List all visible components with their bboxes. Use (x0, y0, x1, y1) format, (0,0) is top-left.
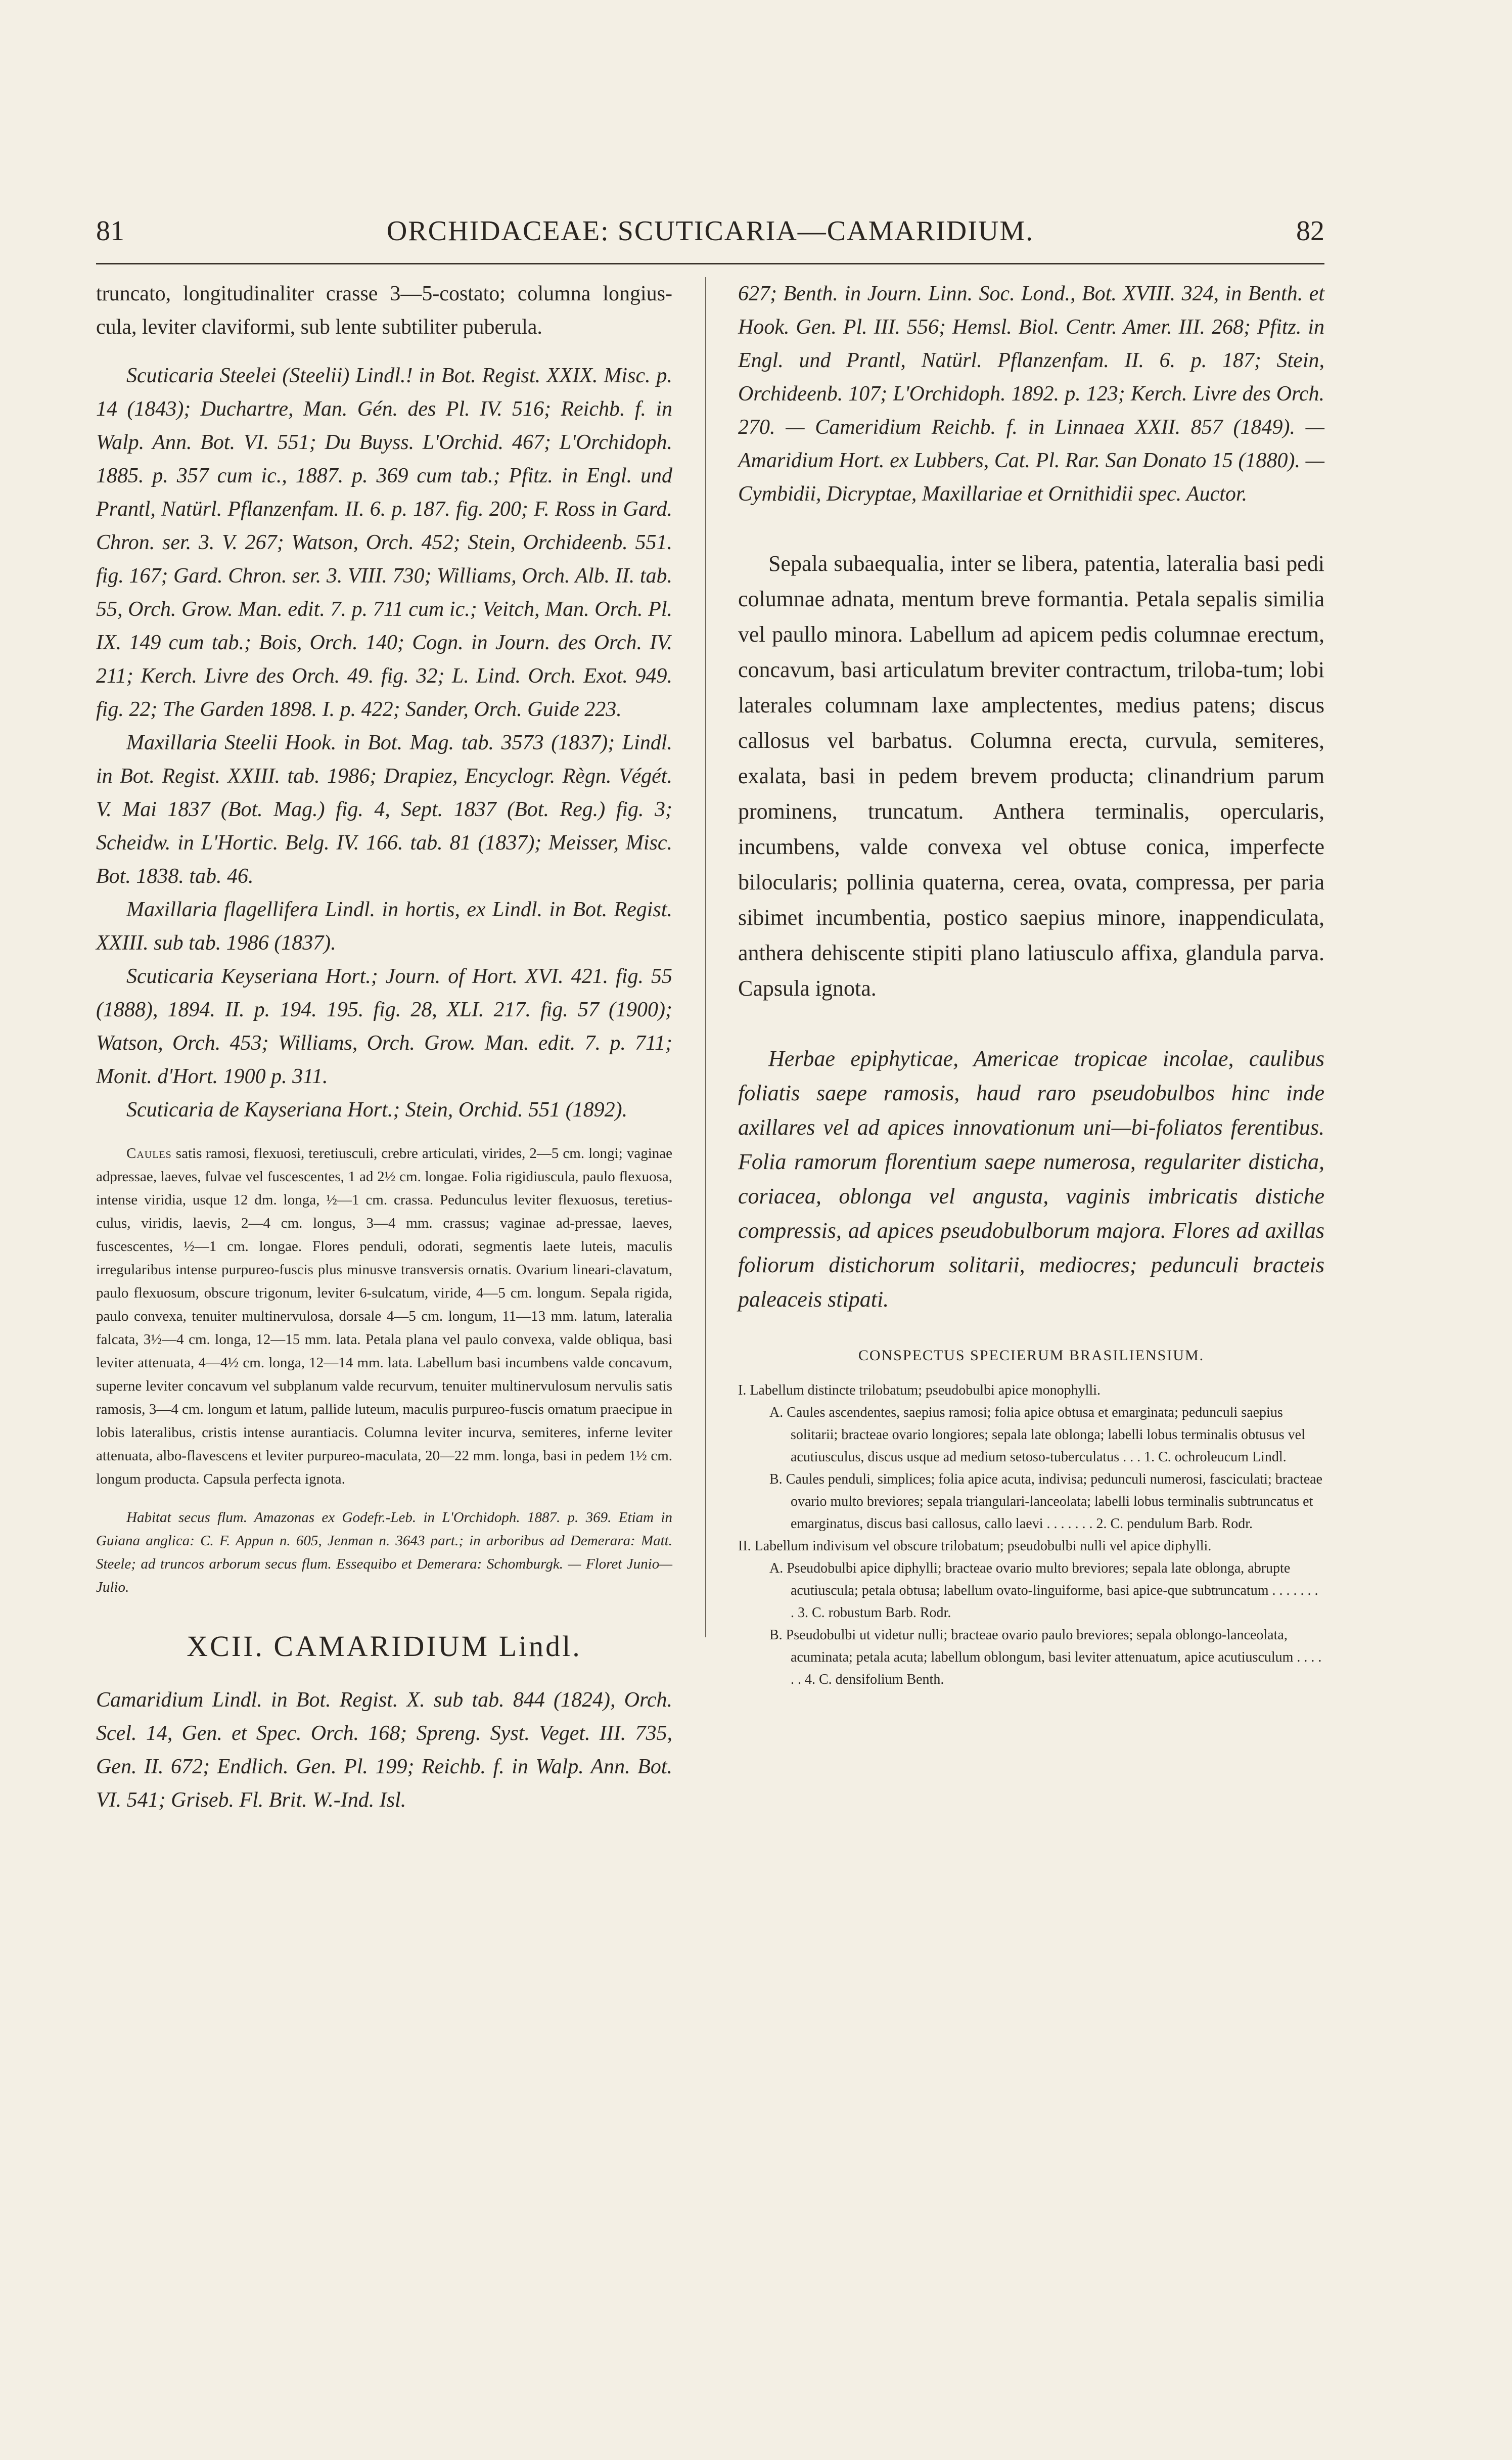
running-title: ORCHIDACEAE: SCUTICARIA—CAMARIDIUM. (386, 215, 1034, 247)
page-header (96, 215, 1324, 255)
description-body: satis ramosi, flexuosi, teretiusculi, crebre articulati, virides, 2—5 cm. longi; vaginae adpressae, laeves, fulvae vel fuscescentes, 1 ad 2½ cm. longae. Folia rigidiuscula, paulo flexuosa, intense viridia, usque 12 dm. longa, ½—1 cm. crassa. Pedunculus leviter flexuosus, teretius-culus, viridis, laevis, 2—4 cm. longus, 3—4 mm. crassus; vaginae ad-pressae, laeves, fuscescentes, ½—1 cm. longae. Flores penduli, odorati, segmentis laete luteis, maculis irregularibus intense purpureo-fuscis plus minusve transversis ornatis. Ovarium lineari-clavatum, paulo flexuosum, obscure trigonum, leviter 6-sulcatum, viride, 4—5 cm. longum. Sepala rigida, paulo convexa, tenuiter multinervulosa, dorsale 4—5 cm. longum, 11—13 mm. latum, lateralia falcata, 3½—4 cm. longa, 12—15 mm. lata. Petala plana vel paulo convexa, valde obliqua, basi leviter attenuata, 4—4½ cm. longa, 12—14 mm. lata. Labellum basi incumbens valde concavum, superne leviter concavum vel subplanum valde recurvum, tenuiter multinervulosum nervulis satis ramosis, 3—4 cm. longum et latum, pallide luteum, maculis purpureo-fuscis ornatum praecipue in lobis lateralibus, cristis intense aurantiacis. Columna leviter incurva, semiteres, inferne leviter attenuata, albo-flavescens et leviter purpureo-maculata, 20—22 mm. longa, basi in pedem 1½ cm. longum producta. Capsula perfecta ignota. (96, 1145, 672, 1487)
synonym-scuticaria-de-kayseriana: Scuticaria de Kayseriana Hort.; Stein, Orchid. 551 (1892). (126, 1098, 628, 1122)
key-entry: A. Pseudobulbi apice diphylli; bracteae ovario multo breviores; sepala late oblonga, abrupte acutiuscula; petala obtusa; labellum ovato-linguiforme, basi apice-que subtruncatum . . . . . . . . 3. C. robustum Barb. Rodr. (769, 1560, 1318, 1621)
habitat-note: Habitat secus flum. Amazonas ex Godefr.-Leb. in L'Orchidoph. 1887. p. 369. Etiam in Guiana anglica: C. F. Appun n. 605, Jenman n. 3643 part.; in arboribus ad Demerara: Matt. Steele; ad truncos arborum secus flum. Essequibo et Demerara: Schomburgk. — Floret Junio—Julio. (96, 1509, 672, 1595)
description-lead: Caules (126, 1145, 172, 1161)
page-number-right: 82 (1296, 215, 1324, 247)
key-entry: I. Labellum distincte trilobatum; pseudobulbi apice monophylli. (738, 1382, 1101, 1398)
genus-habit: Herbae epiphyticae, Americae tropicae incolae, caulibus foliatis saepe ramosis, haud raro pseudobulbos hinc inde axillares vel ad apices innovationum uni—bi-foliatos ferentibus. Folia ramorum florentium saepe numerosa, regulariter disticha, coriacea, oblonga vel angusta, vaginis imbricatis distiche compressis, ad apices pseudobulborum majora. Flores ad axillas foliorum distichorum solitarii, mediocres; pedunculi bracteis paleaceis stipati. (738, 1046, 1324, 1312)
page-number-left: 81 (96, 215, 124, 247)
left-column (96, 277, 672, 1817)
synonym-maxillaria-steelii: Maxillaria Steelii Hook. in Bot. Mag. tab. 3573 (1837); Lindl. in Bot. Regist. XXIII. tab. 1986; Drapiez, Encyclogr. Règn. Végét. V. Mai 1837 (Bot. Mag.) fig. 4, Sept. 1837 (Bot. Reg.) fig. 3; Scheidw. in L'Hortic. Belg. IV. 166. tab. 81 (1837); Meisser, Misc. Bot. 1838. tab. 46. (96, 731, 672, 888)
synonym-scuticaria-keyseriana: Scuticaria Keyseriana Hort.; Journ. of Hort. XVI. 421. fig. 55 (1888), 1894. II. p. 194. 195. fig. 28, XLI. 217. fig. 57 (1900); Watson, Orch. 453; Williams, Orch. Grow. Man. edit. 7. p. 711; Monit. d'Hort. 1900 p. 311. (96, 965, 672, 1088)
synonym-maxillaria-flagellifera: Maxillaria flagellifera Lindl. in hortis, ex Lindl. in Bot. Regist. XXIII. sub tab. 1986 (1837). (96, 898, 672, 955)
synonym-scuticaria-steelei: Scuticaria Steelei (Steelii) Lindl.! in Bot. Regist. XXIX. Misc. p. 14 (1843); Duchartre, Man. Gén. des Pl. IV. 516; Reichb. f. in Walp. Ann. Bot. VI. 551; Du Buyss. L'Orchid. 467; L'Orchidoph. 1885. p. 357 cum ic., 1887. p. 369 cum tab.; Pfitz. in Engl. und Prantl, Natürl. Pflanzenfam. II. 6. p. 187. fig. 200; F. Ross in Gard. Chron. ser. 3. V. 267; Watson, Orch. 452; Stein, Orchideenb. 551. fig. 167; Gard. Chron. ser. 3. VIII. 730; Williams, Orch. Alb. II. tab. 55, Orch. Grow. Man. edit. 7. p. 711 cum ic.; Veitch, Man. Orch. Pl. IX. 149 cum tab.; Bois, Orch. 140; Cogn. in Journ. des Orch. IV. 211; Kerch. Livre des Orch. 49. fig. 32; L. Lind. Orch. Exot. 949. fig. 22; The Garden 1898. I. p. 422; Sander, Orch. Guide 223. (96, 364, 672, 721)
right-column (738, 277, 1324, 1691)
header-rule (96, 263, 1324, 264)
genus-references: Camaridium Lindl. in Bot. Regist. X. sub tab. 844 (1824), Orch. Scel. 14, Gen. et Spec. Orch. 168; Spreng. Syst. Veget. III. 735, Gen. II. 672; Endlich. Gen. Pl. 199; Reichb. f. in Walp. Ann. Bot. VI. 541; Griseb. Fl. Brit. W.-Ind. Isl. (96, 1688, 672, 1812)
key-entry: II. Labellum indivisum vel obscure trilobatum; pseudobulbi nulli vel apice diphylli. (738, 1538, 1212, 1554)
key-entry: A. Caules ascendentes, saepius ramosi; folia apice obtusa et emarginata; pedunculi saepius solitarii; bracteae ovario longiores; sepala late oblonga; labelli lobus terminalis obtusus vel acutiusculus, discus usque ad medium setoso-tuberculatus . . . 1. C. ochroleucum Lindl. (769, 1405, 1305, 1465)
key-entry: B. Pseudobulbi ut videtur nulli; bracteae ovario paulo breviores; sepala oblongo-lanceolata, acuminata; petala acuta; labellum oblongum, basi leviter attenuatum, apice acutiusculum . . . . . . 4. C. densifolium Benth. (769, 1627, 1322, 1687)
genus-heading: XCII. CAMARIDIUM Lindl. (187, 1630, 582, 1663)
description-continuation: truncato, longitudinaliter crasse 3—5-costato; columna longius-cula, leviter claviformi, sub lente subtiliter puberula. (96, 282, 672, 339)
genus-references-continued: 627; Benth. in Journ. Linn. Soc. Lond., Bot. XVIII. 324, in Benth. et Hook. Gen. Pl. III. 556; Hemsl. Biol. Centr. Amer. III. 268; Pfitz. in Engl. und Prantl, Natürl. Pflanzenfam. II. 6. p. 187; Stein, Orchideenb. 107; L'Orchidoph. 1892. p. 123; Kerch. Livre des Orch. 270. — Cameridium Reichb. f. in Linnaea XXII. 857 (1849). — Amaridium Hort. ex Lubbers, Cat. Pl. Rar. San Donato 15 (1880). — Cymbidii, Dicryptae, Maxillariae et Ornithidii spec. Auctor. (738, 282, 1324, 506)
key-entry: B. Caules penduli, simplices; folia apice acuta, indivisa; pedunculi numerosi, fasciculati; bracteae ovario multo breviores; sepala triangulari-lanceolata; labelli lobus terminalis subtruncatus et emarginatus, discus basi callosus, callo laevi . . . . . . . 2. C. pendulum Barb. Rodr. (769, 1471, 1322, 1532)
genus-description: Sepala subaequalia, inter se libera, patentia, lateralia basi pedi columnae adnata, mentum breve formantia. Petala sepalis similia vel paullo minora. Labellum ad apicem pedis columnae erectum, concavum, basi articulatum breviter contractum, triloba-tum; lobi laterales columnam laxe amplectentes, medius patens; discus callosus vel barbatus. Columna erecta, curvula, semiteres, exalata, basi in pedem brevem producta; clinandrium parum prominens, truncatum. Anthera terminalis, opercularis, incumbens, valde convexa vel obtuse conica, imperfecte bilocularis; pollinia quaterna, cerea, ovata, compressa, per paria sibimet incumbentia, postico saepius minore, inappendiculata, anthera dehiscente stipiti plano latiusculo affixa, glandula parva. Capsula ignota. (738, 551, 1324, 1001)
column-divider (705, 277, 706, 1637)
species-key (738, 1379, 1324, 1691)
species-description (96, 1142, 672, 1491)
conspectus-title: CONSPECTUS SPECIERUM BRASILIENSIUM. (858, 1347, 1205, 1364)
